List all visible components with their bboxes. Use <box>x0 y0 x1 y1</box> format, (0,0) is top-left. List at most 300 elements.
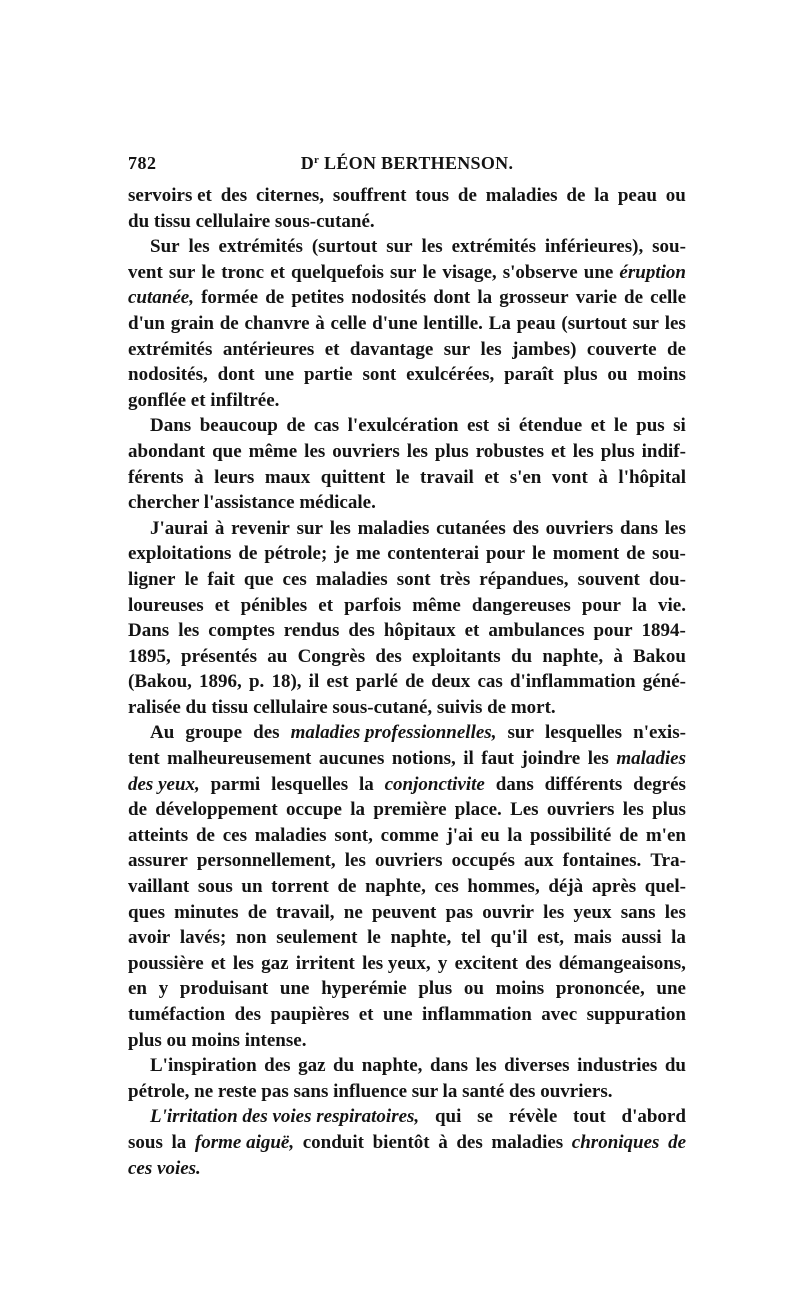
word: ouvriers <box>332 440 400 462</box>
word: peau <box>617 185 657 206</box>
word: hommes, <box>467 876 540 898</box>
word: sur <box>296 517 323 539</box>
word: assurer <box>128 850 188 872</box>
word: de <box>265 287 285 309</box>
word: nodosités, <box>128 364 208 386</box>
word: les <box>406 440 428 462</box>
word: visage, <box>442 261 497 283</box>
word: la <box>632 594 647 616</box>
word: pétrole, ne reste pas sans influence sur la santé des ouvriers. <box>128 1080 613 1102</box>
word: sont <box>396 568 431 590</box>
word: nodosités <box>351 287 427 309</box>
word: 1894- <box>641 620 686 642</box>
word: tel <box>460 927 481 949</box>
word: diverses <box>504 1055 570 1077</box>
word: eu <box>480 824 500 846</box>
text-line <box>128 337 686 363</box>
word: place. <box>454 799 502 821</box>
word: pénibles <box>240 594 308 616</box>
text-line <box>128 285 686 311</box>
author-prefix-superscript: r <box>314 154 320 166</box>
word: il <box>463 748 474 770</box>
word: de <box>566 185 586 206</box>
text-line <box>128 465 686 491</box>
word: rendus <box>283 620 340 642</box>
text-line <box>128 234 686 260</box>
word: à <box>214 517 225 539</box>
word: plus <box>563 364 598 386</box>
word: tout <box>573 1106 606 1128</box>
word: formée <box>201 287 259 309</box>
word: une <box>264 364 295 386</box>
word: géné- <box>642 671 686 693</box>
word: sou- <box>652 236 686 258</box>
word: maladies <box>315 568 388 590</box>
word: la <box>350 799 366 821</box>
word: sous <box>197 876 233 898</box>
text-line <box>128 1130 686 1156</box>
word: et <box>214 594 230 616</box>
word: m'en <box>645 824 686 846</box>
word: que <box>243 568 274 590</box>
word: tronc <box>221 261 265 283</box>
word: revenir <box>231 517 290 539</box>
word: et <box>358 1004 374 1025</box>
word: ambulances <box>488 620 585 642</box>
text-line <box>128 541 686 567</box>
word: cutanées <box>436 517 506 539</box>
text-line <box>128 209 686 235</box>
word: moins <box>495 978 545 1000</box>
word: degrés <box>633 773 686 795</box>
word: d'une <box>372 312 418 334</box>
word: présentés <box>181 645 257 667</box>
word: à <box>315 312 325 334</box>
word: y <box>437 952 448 974</box>
word: maladies <box>485 185 558 206</box>
word: la <box>671 927 686 949</box>
word: les <box>475 1055 497 1077</box>
word: sur <box>168 261 196 283</box>
page-number: 782 <box>128 153 157 173</box>
word: s'observe <box>502 261 578 283</box>
word: sur <box>386 236 413 258</box>
word: et <box>270 261 285 283</box>
word: de <box>457 185 477 206</box>
word: varie <box>575 287 617 309</box>
word: le <box>201 261 216 283</box>
word: petites <box>291 287 345 309</box>
text-line <box>128 183 686 209</box>
word: naphte, <box>365 876 426 898</box>
word: les <box>178 620 200 642</box>
text-line <box>128 976 686 1002</box>
word: dont <box>217 364 255 386</box>
word: occupe <box>286 799 342 821</box>
word: yeux <box>573 901 612 923</box>
word: ne <box>343 901 363 923</box>
word: exulcérées, <box>406 364 495 386</box>
word: 18), <box>271 671 302 693</box>
word: des <box>525 952 552 974</box>
word: de <box>619 824 639 846</box>
word: moins <box>637 364 686 386</box>
word: atteints <box>128 824 189 846</box>
word: lavés; <box>179 927 227 949</box>
word: comme <box>380 824 439 846</box>
word: de <box>128 799 147 821</box>
word: jambes) <box>512 338 577 360</box>
text-line <box>128 848 686 874</box>
word: des <box>264 1055 291 1077</box>
word: pus <box>636 415 665 437</box>
word: sans <box>620 901 656 923</box>
text-line <box>128 490 686 516</box>
word: contenterai <box>387 543 480 565</box>
word: lesquelles <box>271 773 349 795</box>
word: ouvriers <box>546 799 615 821</box>
word: sou- <box>652 543 686 565</box>
word: irritent <box>295 952 355 974</box>
word: naphte, <box>361 1055 423 1077</box>
text-line <box>128 516 686 542</box>
word: s'en <box>509 466 542 488</box>
word: même <box>412 594 461 616</box>
word: fait <box>207 568 235 590</box>
word: ouvriers <box>545 517 614 539</box>
word: aucunes <box>318 748 385 770</box>
word: les <box>664 901 686 923</box>
word: déjà <box>548 876 584 898</box>
word: prononcée, <box>555 978 645 1000</box>
word: ces voies. <box>128 1157 201 1179</box>
word: le <box>613 415 628 437</box>
word: grosseur <box>499 287 569 309</box>
text-line <box>128 1002 686 1028</box>
word: sous <box>128 1131 163 1153</box>
word: après <box>591 876 637 898</box>
word: minutes <box>174 901 239 923</box>
word: une <box>656 978 686 1000</box>
word: de <box>624 287 644 309</box>
word: La <box>488 312 511 334</box>
word: inflammation <box>422 1004 532 1025</box>
word: avoir <box>128 927 171 949</box>
word: révèle <box>508 1106 558 1128</box>
word: les yeux, <box>362 952 431 974</box>
word: démangeaisons, <box>558 952 686 974</box>
word: dans <box>619 517 658 539</box>
word: sont <box>362 364 397 386</box>
word: cutanée, <box>128 287 194 309</box>
word: tuméfaction <box>128 1004 226 1025</box>
word: Tra- <box>650 850 686 872</box>
word: différents <box>544 773 623 795</box>
word: et <box>484 466 500 488</box>
word: même <box>248 440 298 462</box>
word: vaillant <box>128 876 190 898</box>
word: robustes <box>475 440 544 462</box>
word: hôpitaux <box>383 620 456 642</box>
word: extrémités <box>128 338 213 360</box>
word: que <box>212 440 242 462</box>
word: deux <box>431 671 471 693</box>
word: plus <box>418 978 453 1000</box>
word: ouvriers <box>374 850 443 872</box>
word: loureuses <box>128 594 204 616</box>
word: de <box>626 543 646 565</box>
word: de <box>247 901 267 923</box>
text-line <box>128 823 686 849</box>
word: me <box>356 543 381 565</box>
word: joindre <box>521 748 581 770</box>
word: produisant <box>179 978 269 1000</box>
word: leurs <box>214 466 255 488</box>
word: d'inflammation <box>509 671 636 693</box>
word: le <box>532 543 546 565</box>
word: grain <box>170 312 214 334</box>
word: la <box>171 1131 187 1153</box>
word: maladies <box>357 517 430 539</box>
word: ou <box>665 185 686 206</box>
word: de <box>405 671 425 693</box>
word: les <box>664 312 686 334</box>
word: lesquelles <box>545 722 623 744</box>
word: (surtout <box>561 312 627 334</box>
word: sur <box>632 312 659 334</box>
word: ces <box>282 568 307 590</box>
word: parmi <box>210 773 261 795</box>
word: qu'il <box>490 927 528 949</box>
word: servoirs et <box>128 185 212 206</box>
word: aussi <box>621 927 662 949</box>
word: sur <box>390 261 417 283</box>
word: les <box>329 517 351 539</box>
word: paraît <box>504 364 554 386</box>
word: première <box>373 799 447 821</box>
word: poussière <box>128 952 204 974</box>
text-line <box>128 746 686 772</box>
word: en <box>128 978 147 1000</box>
word: plus <box>600 440 635 462</box>
text-line <box>128 951 686 977</box>
word: les <box>421 236 443 258</box>
word: (Bakou, <box>128 671 192 693</box>
text-line <box>128 388 686 414</box>
word: conjonctivite <box>384 773 485 795</box>
word: de <box>337 876 357 898</box>
word: occupés <box>451 850 515 872</box>
word: le <box>367 927 381 949</box>
text-line <box>128 644 686 670</box>
word: du <box>333 1055 355 1077</box>
word: le <box>395 466 410 488</box>
word: pour <box>581 594 621 616</box>
word: du tissu cellulaire sous-cutané. <box>128 210 375 232</box>
text-line <box>128 720 686 746</box>
text-line <box>128 567 686 593</box>
word: des yeux, <box>128 773 200 795</box>
word: qui <box>434 1106 462 1128</box>
word: L'inspiration <box>150 1055 257 1077</box>
word: la <box>477 287 493 309</box>
word: de <box>286 415 306 437</box>
word: seulement <box>276 927 358 949</box>
word: étendue <box>518 415 583 437</box>
word: les <box>664 517 686 539</box>
word: moment <box>552 543 620 565</box>
word: le <box>422 261 437 283</box>
word: dou- <box>648 568 686 590</box>
word: et <box>324 338 340 360</box>
word: ces <box>434 876 459 898</box>
running-head <box>128 153 686 179</box>
word: si <box>673 415 686 437</box>
word: hyperémie <box>321 978 407 1000</box>
word: des <box>234 1004 261 1025</box>
word: Bakou <box>633 645 686 667</box>
word: chroniques <box>571 1131 660 1153</box>
word: plus ou moins intense. <box>128 1029 307 1051</box>
word: à <box>194 466 204 488</box>
word: y <box>158 978 169 1000</box>
word: pour <box>593 620 633 642</box>
word: Au <box>150 722 175 744</box>
word: souvent <box>577 568 640 590</box>
word: quelquefois <box>291 261 384 283</box>
word: à <box>438 1131 448 1153</box>
word: les <box>622 799 644 821</box>
text-line <box>128 1156 686 1182</box>
word: J'aurai <box>150 517 209 539</box>
word: des <box>512 517 539 539</box>
word: ouvrir <box>482 901 534 923</box>
word: extrémités <box>218 236 303 258</box>
word: exploitants <box>412 645 501 667</box>
word: les <box>480 338 502 360</box>
word: des <box>375 645 402 667</box>
word: dans <box>429 1055 468 1077</box>
word: et <box>550 440 566 462</box>
word: d'abord <box>621 1106 686 1128</box>
word: les <box>304 440 326 462</box>
word: notions, <box>391 748 456 770</box>
word: malheureusement <box>167 748 312 770</box>
word: de <box>668 1131 686 1153</box>
word: partie <box>303 364 353 386</box>
word: les <box>188 236 210 258</box>
text-line <box>128 362 686 388</box>
word: bientôt <box>372 1131 430 1153</box>
word: antérieures <box>222 338 315 360</box>
body-text <box>128 183 686 1181</box>
word: si <box>497 415 511 437</box>
word: de <box>195 824 215 846</box>
word: pas <box>445 901 474 923</box>
word: répandues, <box>479 568 569 590</box>
word: industries <box>577 1055 658 1077</box>
word: je <box>334 543 350 565</box>
text-line <box>128 874 686 900</box>
word: inférieures), <box>544 236 644 258</box>
word: l'exulcération <box>347 415 459 437</box>
word: les <box>543 901 565 923</box>
word: 1895, <box>128 645 171 667</box>
word: faut <box>481 748 514 770</box>
word: Sur <box>150 236 180 258</box>
word: les <box>344 850 366 872</box>
word: une <box>279 978 310 1000</box>
word: parlé <box>355 671 398 693</box>
word: gaz <box>298 1055 326 1077</box>
word: gonflée et infiltrée. <box>128 389 280 411</box>
word: et <box>210 952 226 974</box>
word: et <box>318 594 334 616</box>
text-line <box>128 413 686 439</box>
word: quittent <box>320 466 386 488</box>
word: des <box>253 722 280 744</box>
word: maladies <box>616 748 686 770</box>
word: avec <box>541 1004 578 1025</box>
word: tous <box>415 185 450 206</box>
word: vont <box>551 466 588 488</box>
word: éruption <box>619 261 686 283</box>
word: des <box>220 185 248 206</box>
text-line <box>128 925 686 951</box>
word: la <box>507 824 523 846</box>
word: beaucoup <box>199 415 278 437</box>
word: férents <box>128 466 184 488</box>
word: plus <box>434 440 469 462</box>
word: conduit <box>302 1131 364 1153</box>
word: une <box>583 261 614 283</box>
word: pour <box>485 543 526 565</box>
word: est <box>466 415 490 437</box>
word: plus <box>652 799 686 821</box>
word: la <box>594 185 610 206</box>
word: ces <box>222 824 247 846</box>
text-line <box>128 797 686 823</box>
word: davantage <box>349 338 434 360</box>
text-line <box>128 311 686 337</box>
word: groupe <box>185 722 243 744</box>
word: naphte, <box>390 927 452 949</box>
text-line <box>128 669 686 695</box>
word: dans <box>495 773 534 795</box>
word: chanvre <box>244 312 310 334</box>
word: maux <box>264 466 311 488</box>
word: non <box>235 927 267 949</box>
running-title <box>128 153 686 174</box>
text-line <box>128 695 686 721</box>
word: souffrent <box>332 185 407 206</box>
word: naphte, <box>542 645 604 667</box>
word: gaz <box>261 952 289 974</box>
word: vent <box>128 261 163 283</box>
word: quel- <box>644 876 686 898</box>
text-line <box>128 260 686 286</box>
word: peuvent <box>371 901 437 923</box>
word: sur <box>443 338 471 360</box>
word: les <box>587 748 609 770</box>
word: abondant <box>128 440 206 462</box>
word: à <box>613 645 623 667</box>
word: Les <box>510 799 539 821</box>
word: la <box>358 773 374 795</box>
word: les <box>232 952 254 974</box>
word: aux <box>523 850 554 872</box>
word: pétrole; <box>264 543 328 565</box>
